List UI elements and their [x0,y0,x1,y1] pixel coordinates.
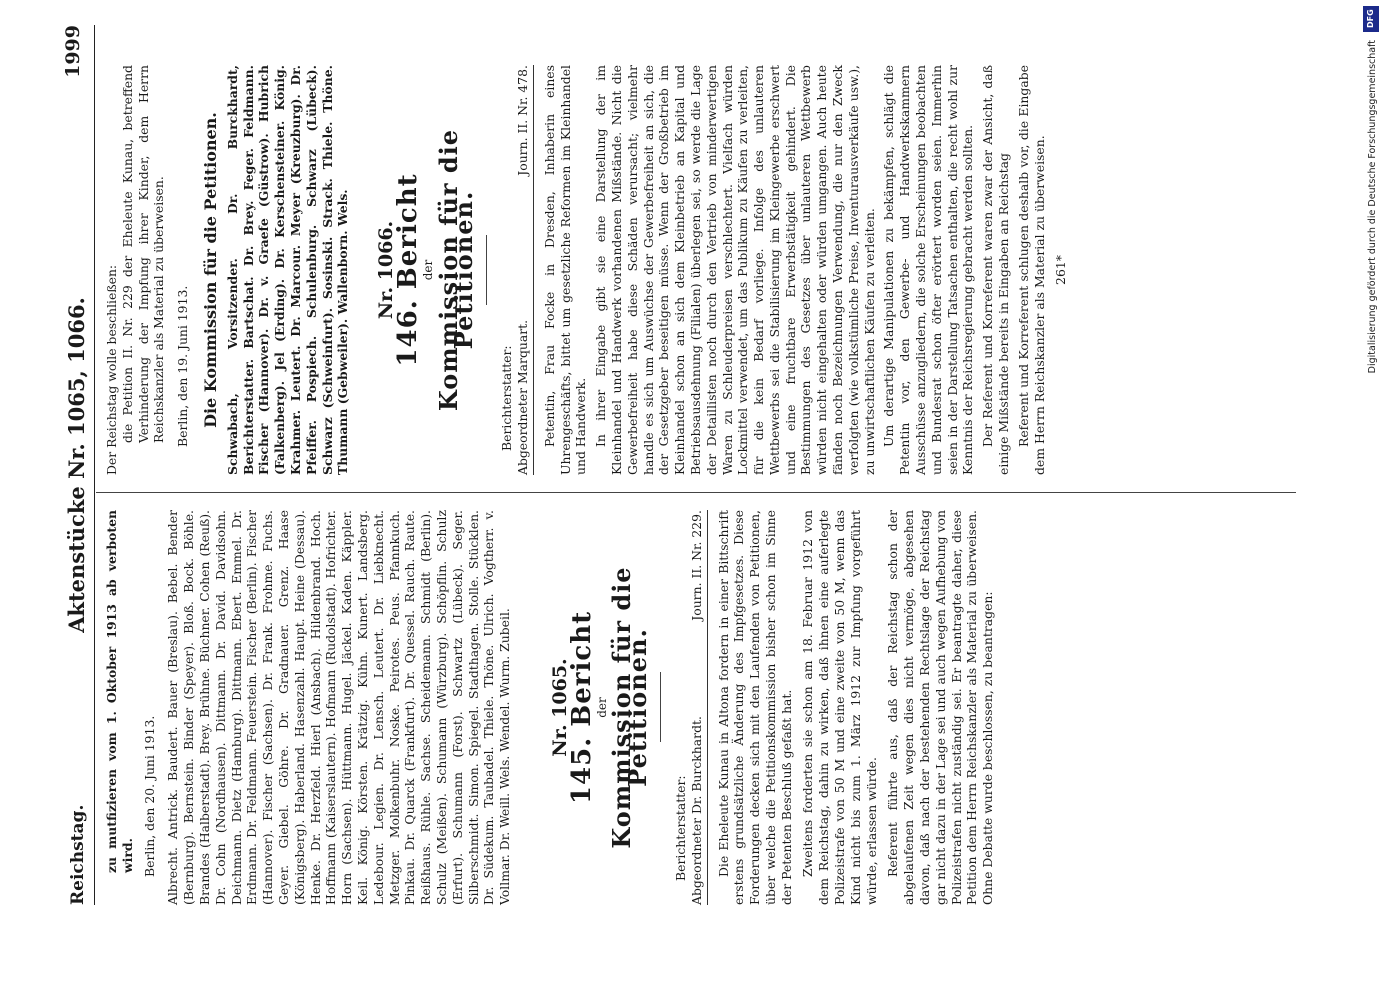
resolution-text: die Petition II. Nr. 229 der Eheleute Kunau, betreffend Verhinderung der Impfung ihrer Kinder, dem Herrn Reichskanzler als Material zu überweisen. [119,65,167,443]
date-line: Berlin, den 20. Juni 1913. [141,715,157,877]
divider [660,673,661,743]
report-number: Nr. 1066. [375,220,398,320]
header-rule [94,25,95,905]
column-right [104,65,1069,475]
member-list: Albrecht. Antrick. Baudert. Bauer (Breslau). Bebel. Bender (Bernburg). Bernstein. Binder (Speyer). Bloß. Bock. Böhle. Brandes (Halberstadt). Brey. Brühne. Büchner. Cohen (Reuß). Dr. Cohn (Nordhausen). Dittmann. Dr. David. Davidsohn. Deichmann. Dietz (Hamburg). Dittmann. Ebert. Emmel. Dr. Erdmann. Dr. Feldmann. Feuerstein. Fischer (Berlin). Fischer (Hannover). Fischer (Sachsen). Dr. Frank. Frohme. Fuchs. Geyer. Giebel. Göhre. Dr. Gradnauer. Grenz. Haase (Königsberg). Haberland. Hasenzahl. Haupt. Heine (Dessau). Henke. Dr. Herzfeld. Hierl (Ansbach). Hildenbrand. Hoch. Hoffmann (Kaiserslautern). Hofmann (Rudolstadt). Hofrichter. Horn (Sachsen). Hüttmann. Hugel. Jäckel. Kaden. Käppler. Keil. König. Körsten. Krätzig. Kühn. Kunert. Landsberg. Ledebour. Legien. Dr. Lensch. Leutert. Dr. Liebknecht. Metzger. Molkenbuhr. Noske. Peirotes. Peus. Pfannkuch. Pinkau. Dr. Quarck (Frankfurt). Dr. Quessel. Rauch. Raute. Reißhaus. Rühle. Sachse. Scheidemann. Schmidt (Berlin). Schulz (Meißen). Schumann (Würzburg). Schöpflin. Schulz (Erfurt). Schumann (Forst). Schwartz (Lübeck). Seger. Silberschmidt. Simon. Spiegel. Stadthagen. Stolle. Stücklen. Dr. Südekum. Taubadel. Thiele. Thöne. Ulrich. Vogtherr. v. Vollmar. Dr. Weill. Wels. Wendel. Wurm. Zubeil. [165,510,513,905]
report-der: der [420,259,435,281]
journal-number: Journ. II. Nr. 478. [514,65,530,176]
rapporteur-label: Berichterstatter: [672,775,688,881]
page-number: 1999 [62,25,84,78]
report-commission: Kommission für die Petitionen. [607,566,653,849]
column-left [104,510,996,905]
commission-title: Die Kommission für die Petitionen. [200,112,220,428]
commission-members: Schwabach, Vorsitzender. Dr. Burckhardt, Berichterstatter. Bartschat. Dr. Brey. Feger. Feldmann. Fischer (Hannover). Dr. v. Graefe (Güstrow). Hubrich (Falkenberg). Jel (Erding). Dr. Kerschensteiner. König. Krahmer. Leutert. Dr. Marcour. Meyer (Kreuzburg). Dr. Pfeiffer. Pospiech. Schulenburg. Schwarz (Lübeck). Schwarz (Schweinfurt). Sosinski. Strack. Thiele. Thöne. Thumann (Gebweiler). Wallenborn. Wels. [224,65,351,475]
report-number: Nr. 1065. [548,658,571,757]
paragraph: Referent und Korreferent schlugen deshalb vor, die Eingabe dem Herrn Reichskanzler als Material zu überweisen. [1015,65,1047,475]
report-title: 146. Bericht [392,173,423,367]
divider [486,235,487,305]
rapporteur-label: Berichterstatter: [499,345,515,451]
column-divider [96,492,1296,493]
footer-mark: 261* [1053,255,1069,285]
report-der: der [594,697,609,718]
rapporteur-line [515,65,534,475]
header-title: Aktenstücke Nr. 1065, 1066. [64,297,89,633]
paragraph: Referent führte aus, daß der Reichstag schon der abgelaufenen Zeit wegen dies nicht vermöge, abgesehen davon, daß nach der bestehenden Rechtslage der Reichstag gar nicht dazu in der Lage sei und auch wegen Aufhebung von Polizeistrafen nicht zuständig sei. Er beantragte daher, diese Petition dem Herrn Reichskanzler als Material zu überweisen. Ohne Debatte wurde beschlossen, zu beantragen: [885,510,996,905]
resolution-intro: Der Reichstag wolle beschließen: [104,264,119,475]
paragraph: Petentin, Frau Focke in Dresden, Inhaberin eines Uhrengeschäfts, bittet um gesetzliche Reformen im Kleinhandel und Handwerk. [541,65,589,475]
funding-credit: Digitalisierung gefördert durch die Deutsche Forschungsgemeinschaft [1367,40,1378,374]
dfg-logo: DFG [1363,6,1379,32]
journal-number: Journ. II. Nr. 229. [688,510,704,621]
rapporteur-line [689,510,708,905]
paragraph: In ihrer Eingabe gibt sie eine Darstellung der im Kleinhandel und Handwerk vorhandenen Mißstände. Nicht die Gewerbefreiheit habe diese Schäden verursacht; vielmehr handle es sich um Auswüchse der Gewerbefreiheit an sich, die der Gesetzgeber beseitigen müsse. Wenn der Großbetrieb im Kleinhandel schon an sich dem Kleinbetrieb an Kapital und Betriebsausdehnung (Filialen) überlegen sei, so werde die Lage der Detaillisten noch durch den Vertrieb von minderwertigen Waren zu Schleuderpreisen verschlechtert. Vielfach würden Lockmittel verwendet, um das Publikum zu Käufen zu verleiten, für die kein Bedarf vorliege. Infolge des unlauteren Wettbewerbs sei die Stabilisierung im Kleingewerbe erschwert und eine fruchtbare Erwerbstätigkeit gehindert. Die Bestimmungen des Gesetzes über unlauteren Wettbewerb würden nicht eingehalten oder würden umgangen. Auch heute fänden noch Bezeichnungen Verwendung, die nur den Zweck verfolgten (wie volkstümliche Preise, Inventurausverkäufe usw.), zu unwirtschaftlichen Käufen zu verleiten. [593,65,877,475]
paragraph: Um derartige Manipulationen zu bekämpfen, schlägt die Petentin vor, den Gewerbe- und Handwerkskammern Ausschüsse anzugliedern, die solche Erscheinungen beobachten und Bundesrat schon öfter erörtert worden seien. Immerhin seien in der Darstellung Tatsachen enthalten, die recht wohl zur Kenntnis der Reichsregierung gebracht werden sollten. [881,65,976,475]
report-commission: Kommission für die Petitionen. [433,128,479,412]
rapporteur-name: Abgeordneter Marquart. [514,319,530,475]
paragraph: Der Referent und Korreferent waren zwar der Ansicht, daß einige Mißstände bereits in Eingaben an Reichstag [980,65,1012,475]
header-left: Reichstag. [68,804,88,905]
report-title: 145. Bericht [566,610,597,805]
intro-text: zu mutfizieren vom 1. Oktober 1913 ab verboten wird. [104,510,135,873]
rapporteur-name: Abgeordneter Dr. Burckhardt. [688,716,704,905]
paragraph: Die Eheleute Kunau in Altona fordern in einer Bittschrift erstens grundsätzliche Änderung des Impfgesetzes. Diese Forderungen decken sich mit den Laufenden von Petitionen, über welche die Petitionskommission bisher schon im Sinne der Petenten Beschluß gefaßt hat. [715,510,794,905]
date-line: Berlin, den 19. Juni 1913. [175,285,191,447]
paragraph: Zweitens forderten sie schon am 18. Februar 1912 von dem Reichstag, dahin zu wirken, daß ihnen eine auferlegte Polizeistrafe von 50 M und eine zweite von 50 M, wenn das Kind nicht bis zum 1. März 1912 zur Impfung vorgeführt würde, erlassen würde. [800,510,879,905]
